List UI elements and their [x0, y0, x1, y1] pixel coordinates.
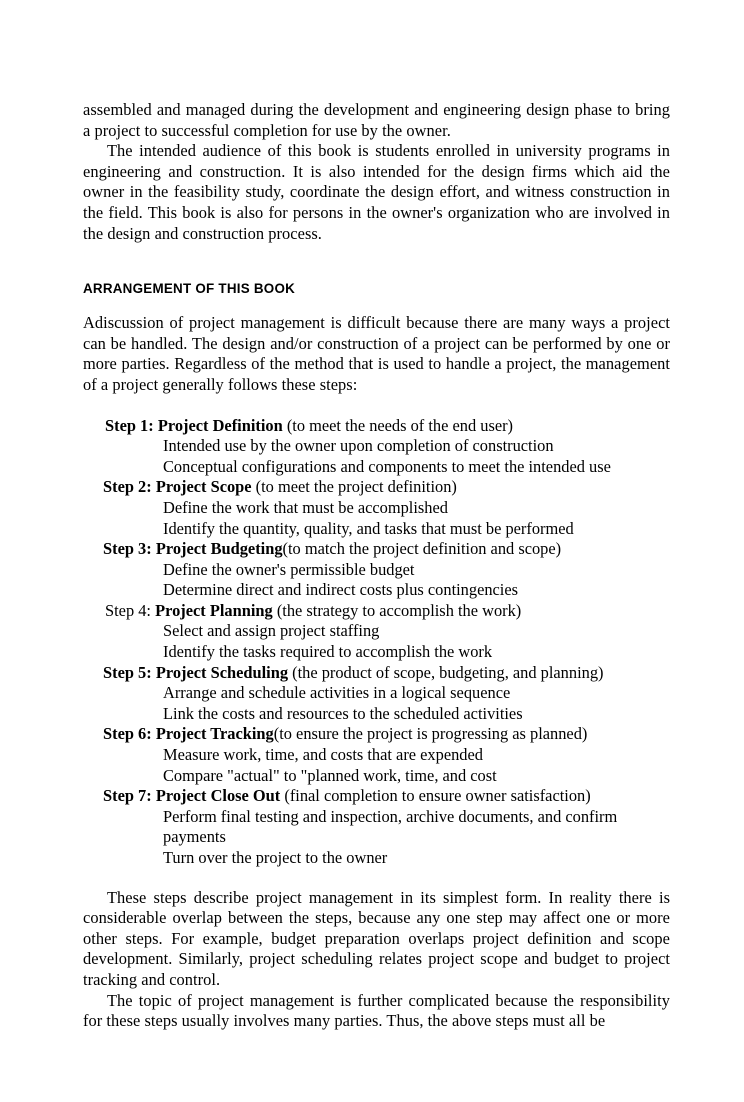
- step-heading-line: [83, 539, 670, 560]
- paragraph-overlap: These steps describe project management in its simplest form. In reality there is considerable overlap between the steps, because any one step may affect one or more other steps. For example, budget preparation overlaps project definition and scope development. Similarly, project scheduling relates project scope and budget to project tracking and control.: [83, 887, 670, 989]
- step-subitem: Define the owner's permissible budget: [163, 559, 415, 579]
- step-label: Step 2:: [103, 477, 152, 497]
- step-label: Step 6:: [103, 724, 152, 744]
- step-heading-line: [83, 601, 670, 622]
- step-heading-line: [83, 663, 670, 684]
- spacer-before-steps: [83, 396, 670, 416]
- step-heading-line: [83, 724, 670, 745]
- steps-list: [83, 416, 670, 869]
- spacer-after-heading: [83, 297, 670, 313]
- step-subitem: Select and assign project staffing: [163, 621, 380, 641]
- step-title: Project Close Out: [155, 786, 281, 806]
- step-subitem: Intended use by the owner upon completion of construction: [163, 436, 554, 456]
- step-block: [83, 663, 670, 725]
- step-label: Step 7:: [103, 786, 152, 806]
- step-label: Step 5:: [103, 662, 152, 682]
- step-parenthetical: (the product of scope, budgeting, and planning): [292, 662, 604, 682]
- step-label: Step 1:: [105, 415, 154, 435]
- paragraph-responsibility: The topic of project management is further complicated because the responsibility for these steps usually involves many parties. Thus, the above steps must all be: [83, 990, 670, 1031]
- step-parenthetical: (final completion to ensure owner satisfaction): [284, 786, 591, 806]
- step-title: Project Tracking: [155, 724, 274, 744]
- step-block: [83, 601, 670, 663]
- section-heading-arrangement: ARRANGEMENT OF THIS BOOK: [83, 281, 296, 297]
- step-block: [83, 539, 670, 601]
- step-subitem: Conceptual configurations and components to meet the intended use: [163, 456, 611, 476]
- step-heading-line: [83, 416, 670, 437]
- step-block: [83, 786, 670, 868]
- paragraph-intro-discussion: Adiscussion of project management is difficult because there are many ways a project can be handled. The design and/or construction of a project can be performed by one or more parties. Regardless of the method that is used to handle a project, the management of a project generally follows these steps:: [83, 313, 670, 394]
- step-heading-line: [83, 477, 670, 498]
- step-subitem: Define the work that must be accomplished: [163, 497, 448, 517]
- step-subitem: Perform final testing and inspection, archive documents, and confirm payments: [163, 806, 618, 847]
- step-title: Project Scheduling: [155, 662, 289, 682]
- step-title: Project Planning: [155, 600, 273, 620]
- paragraph-continuation: assembled and managed during the development and engineering design phase to bring a project to successful completion for use by the owner.: [83, 100, 670, 140]
- step-parenthetical: (to ensure the project is progressing as planned): [273, 724, 588, 744]
- step-title: Project Scope: [155, 477, 252, 497]
- step-parenthetical: (to match the project definition and scope): [282, 539, 562, 559]
- step-subitem: Identify the quantity, quality, and tasks that must be performed: [163, 518, 574, 538]
- step-subitem: Compare "actual" to "planned work, time, and cost: [163, 765, 497, 785]
- paragraph-intended-audience: The intended audience of this book is students enrolled in university programs in engineering and construction. It is also intended for the design firms which aid the owner in the feasibility study, coordinate the design effort, and witness construction in the field. This book is also for persons in the owner's organization who are involved in the design and construction process.: [83, 141, 670, 243]
- step-block: [83, 477, 670, 539]
- step-title: Project Budgeting: [155, 539, 283, 559]
- step-parenthetical: (to meet the project definition): [255, 477, 457, 497]
- step-block: [83, 724, 670, 786]
- step-subitem: Measure work, time, and costs that are expended: [163, 745, 483, 765]
- step-label: Step 4:: [105, 600, 151, 620]
- step-subitem: Link the costs and resources to the scheduled activities: [163, 703, 523, 723]
- step-label: Step 3:: [103, 539, 152, 559]
- step-parenthetical: (to meet the needs of the end user): [286, 415, 514, 435]
- step-block: [83, 416, 670, 478]
- step-subitem: Turn over the project to the owner: [163, 848, 388, 867]
- text-column: [83, 100, 670, 1032]
- step-subitem: Identify the tasks required to accomplish the work: [163, 642, 493, 662]
- step-heading-line: [83, 786, 670, 807]
- step-subitem: Determine direct and indirect costs plus contingencies: [163, 580, 519, 600]
- step-title: Project Definition: [157, 415, 283, 435]
- step-subitem: Arrange and schedule activities in a logical sequence: [163, 683, 511, 703]
- step-parenthetical: (the strategy to accomplish the work): [276, 600, 522, 620]
- spacer-before-heading: [83, 244, 670, 281]
- spacer-after-steps: [83, 869, 670, 888]
